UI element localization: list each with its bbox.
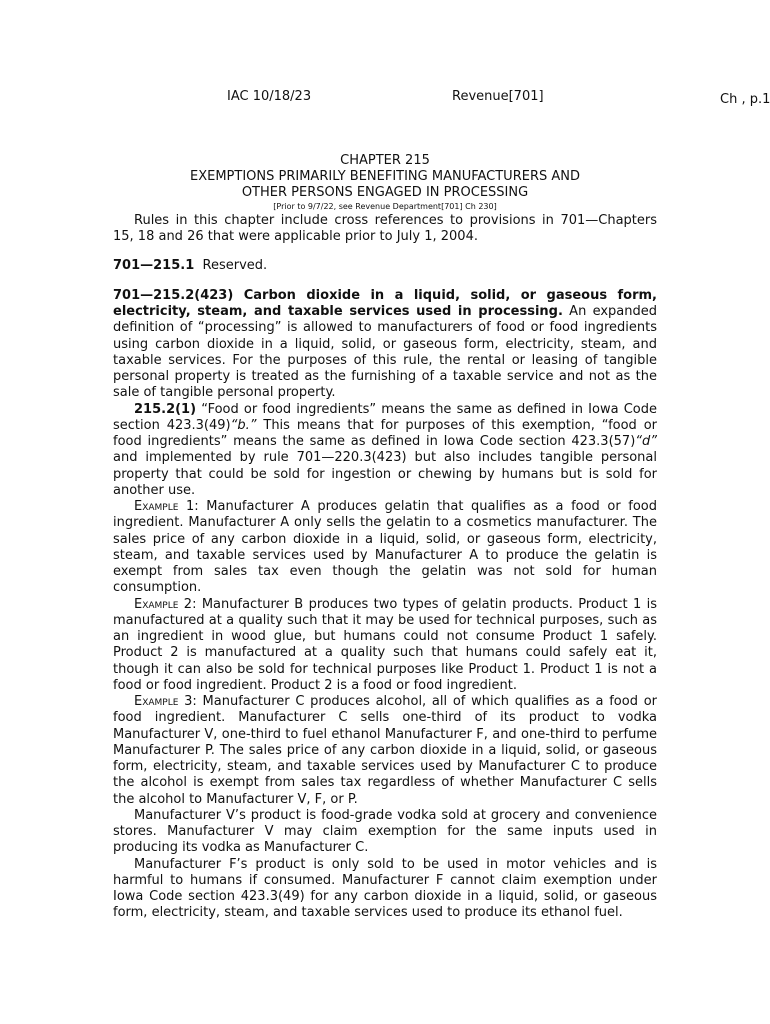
chapter-title-line1: EXEMPTIONS PRIMARILY BENEFITING MANUFACTURERS AND [190, 169, 580, 184]
rule-215-2-text: An expanded definition of “processing” is allowed to manufacturers of food or food ingredients using carbon dioxide in a liquid, solid, or gaseous form, electricity, steam, and taxable services. For the purposes of this rule, the rental or leasing of tangible personal property is treated as the furnishing of a taxable service and not as the sale of tangible personal property. [113, 304, 657, 401]
rule-215-1-number: 701—215.1 [113, 257, 195, 273]
intro-paragraph: Rules in this chapter include cross references to provisions in 701—Chapters 15, 18 and 26 that were applicable prior to July 1, 2004. [113, 213, 657, 245]
rule-215-2-heading: 701—215.2(423) Carbon dioxide in a liquid, solid, or gaseous form, electricity, steam, and taxable services used in processing. [113, 287, 657, 319]
example-1-text: Manufacturer A produces gelatin that qualifies as a food or food ingredient. Manufacturer A only sells the gelatin to a cosmetics manufacturer. The sales price of any carbon dioxide in a liquid, solid, or gaseous form, electricity, steam, and taxable services used by Manufacturer A to produce the gelatin is exempt from sales tax even though the gelatin was not sold for human consumption. [113, 499, 658, 596]
example-2 [113, 597, 657, 695]
example-2-label: Example 2: [134, 596, 197, 612]
example-1 [113, 499, 657, 597]
example-3 [113, 694, 657, 808]
subrule-italic-b: “d” [635, 434, 657, 449]
header-agency: Revenue[701] [452, 89, 544, 104]
document-body [113, 213, 657, 922]
rule-215-2 [113, 288, 657, 402]
subrule-number: 215.2(1) [134, 401, 197, 417]
subrule-text-b: This means that for purposes of this exemption, “food or food ingredients” means the same as defined in Iowa Code section 423.3(57) [113, 417, 657, 449]
subrule-text-a: “Food or food ingredients” means the same as defined in Iowa Code section 423.3(49) [113, 401, 657, 433]
example-3-label: Example 3: [134, 694, 197, 709]
paragraph-manufacturer-v: Manufacturer V’s product is food-grade vodka sold at grocery and convenience stores. Manufacturer V may claim exemption for the same inputs used in producing its vodka as Manufacturer C. [113, 807, 657, 856]
header-date: IAC 10/18/23 [227, 89, 312, 104]
chapter-heading [113, 153, 657, 213]
subrule-italic-a: “b.” [230, 417, 257, 433]
subrule-text-c: and implemented by rule 701—220.3(423) but also includes tangible personal property that could be sold for ingestion or chewing by humans but is sold for another use. [113, 450, 657, 498]
paragraph-manufacturer-f: Manufacturer F’s product is only sold to be used in motor vehicles and is harmful to humans if consumed. Manufacturer F cannot claim exemption under Iowa Code section 423.3(49) for any carbon dioxide in a liquid, solid, or gaseous form, electricity, steam, and taxable services used to produce its ethanol fuel. [113, 856, 657, 921]
chapter-number: CHAPTER 215 [340, 153, 430, 168]
example-1-label: Example 1: [134, 499, 199, 514]
chapter-title-line2: OTHER PERSONS ENGAGED IN PROCESSING [241, 185, 529, 200]
rule-215-1 [113, 258, 657, 274]
rule-215-1-text: Reserved. [202, 257, 268, 273]
example-3-text: Manufacturer C produces alcohol, all of which qualifies as a food or food ingredient. Manufacturer C sells one-third of its product to vodka Manufacturer V, one-third to fuel ethanol Manufacturer F, and one-third to perfume Manufacturer P. The sales price of any carbon dioxide in a liquid, solid, or gaseous form, electricity, steam, and taxable services used by Manufacturer C to produce the alcohol is exempt from sales tax regardless of whether Manufacturer C sells the alcohol to Manufacturer V, F, or P. [113, 694, 657, 807]
example-2-text: Manufacturer B produces two types of gelatin products. Product 1 is manufactured at a quality such that it may be used for technical purposes, such as an ingredient in wood glue, but humans could not consume Product 1 safely. Product 2 is manufactured at a quality such that humans could safely eat it, though it can also be sold for technical purposes like Product 1. Product 1 is not a food or food ingredient. Product 2 is a food or food ingredient. [113, 596, 657, 693]
chapter-note: [Prior to 9/7/22, see Revenue Department[701] Ch 230] [273, 202, 497, 211]
subrule-215-2-1 [113, 402, 657, 500]
header-page-number: Ch , p.1 [720, 92, 770, 107]
